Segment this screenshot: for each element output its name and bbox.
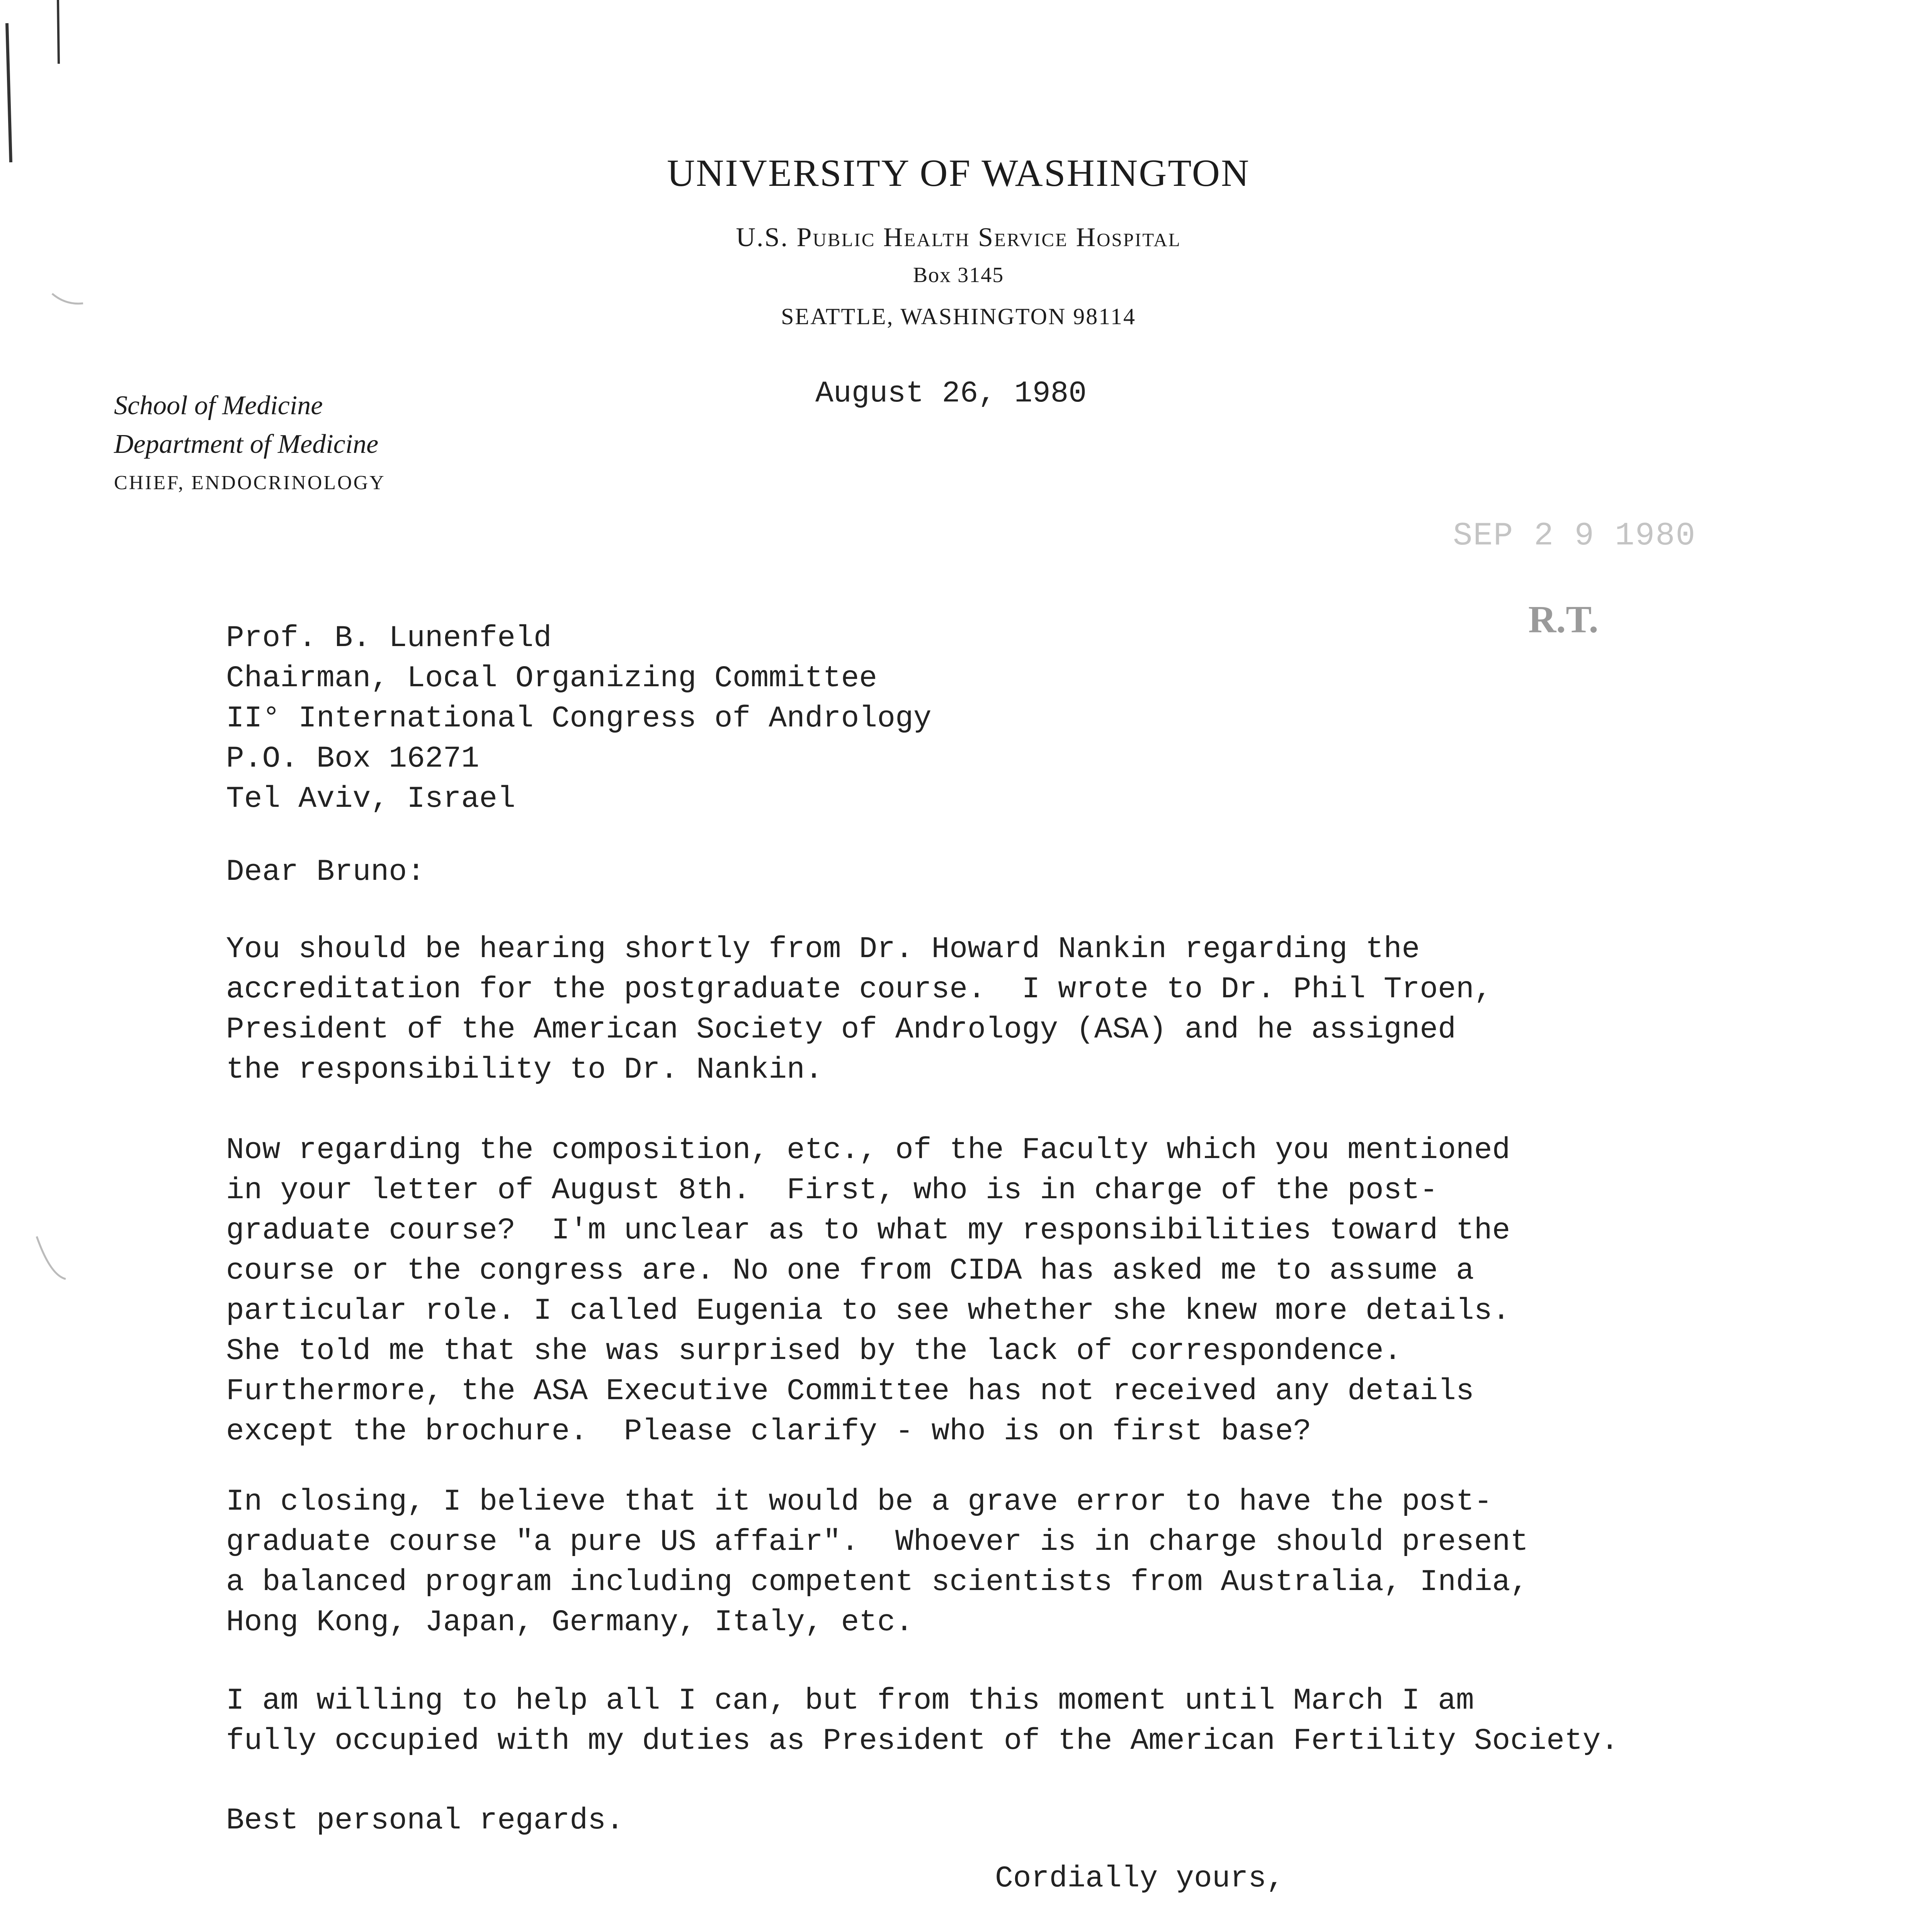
punch-hole-shadow — [52, 294, 83, 304]
recipient-address — [226, 618, 932, 819]
paragraph-line: graduate course? I'm unclear as to what my responsibilities toward the — [226, 1214, 1510, 1248]
body-paragraph-2 — [226, 1130, 1510, 1452]
handwritten-initials: R.T. — [1528, 598, 1599, 641]
body-paragraph-3 — [226, 1482, 1528, 1643]
received-stamp: SEP 2 9 1980 — [1453, 518, 1696, 554]
department-name: Department of Medicine — [114, 429, 379, 459]
closing-line: Best personal regards. — [226, 1804, 624, 1838]
binder-mark-right — [58, 0, 59, 64]
letter-date: August 26, 1980 — [815, 377, 1087, 411]
paragraph-line: You should be hearing shortly from Dr. Howard Nankin regarding the — [226, 932, 1420, 966]
paragraph-line: in your letter of August 8th. First, who is in charge of the post- — [226, 1173, 1438, 1208]
letterhead-hospital: U.S. Public Health Service Hospital — [736, 223, 1181, 252]
paragraph-line: the responsibility to Dr. Nankin. — [226, 1053, 823, 1087]
letterhead-city: SEATTLE, WASHINGTON 98114 — [781, 304, 1136, 329]
recipient-box: P.O. Box 16271 — [226, 742, 480, 776]
paragraph-line: In closing, I believe that it would be a grave error to have the post- — [226, 1485, 1492, 1519]
school-name: School of Medicine — [114, 391, 323, 420]
paragraph-line: Now regarding the composition, etc., of the Faculty which you mentioned — [226, 1133, 1510, 1167]
department-title: CHIEF, ENDOCRINOLOGY — [114, 472, 386, 494]
recipient-congress: II° International Congress of Andrology — [226, 702, 932, 736]
binder-mark-left — [7, 23, 11, 162]
body-paragraph-1 — [226, 929, 1492, 1090]
complimentary-close: Cordially yours, — [995, 1862, 1284, 1896]
paragraph-line: a balanced program including competent scientists from Australia, India, — [226, 1565, 1529, 1599]
letterhead-box: Box 3145 — [913, 263, 1004, 287]
recipient-position: Chairman, Local Organizing Committee — [226, 662, 878, 696]
paragraph-line: except the brochure. Please clarify - who is on first base? — [226, 1415, 1311, 1449]
paragraph-line: I am willing to help all I can, but from this moment until March I am — [226, 1684, 1474, 1718]
salutation: Dear Bruno: — [226, 855, 425, 889]
punch-hole-shadow — [37, 1236, 66, 1279]
body-paragraph-4 — [226, 1681, 1619, 1761]
department-block — [114, 386, 386, 502]
paragraph-line: accreditation for the postgraduate course. I wrote to Dr. Phil Troen, — [226, 973, 1492, 1007]
paragraph-line: fully occupied with my duties as President of the American Fertility Society. — [226, 1724, 1619, 1758]
recipient-name: Prof. B. Lunenfeld — [226, 621, 552, 655]
paragraph-line: Hong Kong, Japan, Germany, Italy, etc. — [226, 1605, 913, 1639]
paragraph-line: course or the congress are. No one from CIDA has asked me to assume a — [226, 1254, 1474, 1288]
paragraph-line: graduate course "a pure US affair". Whoever is in charge should present — [226, 1525, 1529, 1559]
letterhead-university: UNIVERSITY OF WASHINGTON — [667, 151, 1250, 194]
recipient-city: Tel Aviv, Israel — [226, 782, 515, 816]
paragraph-line: Furthermore, the ASA Executive Committee has not received any details — [226, 1374, 1474, 1408]
paragraph-line: President of the American Society of Andrology (ASA) and he assigned — [226, 1013, 1456, 1047]
paragraph-line: She told me that she was surprised by the lack of correspondence. — [226, 1334, 1402, 1368]
paragraph-line: particular role. I called Eugenia to see whether she knew more details. — [226, 1294, 1510, 1328]
